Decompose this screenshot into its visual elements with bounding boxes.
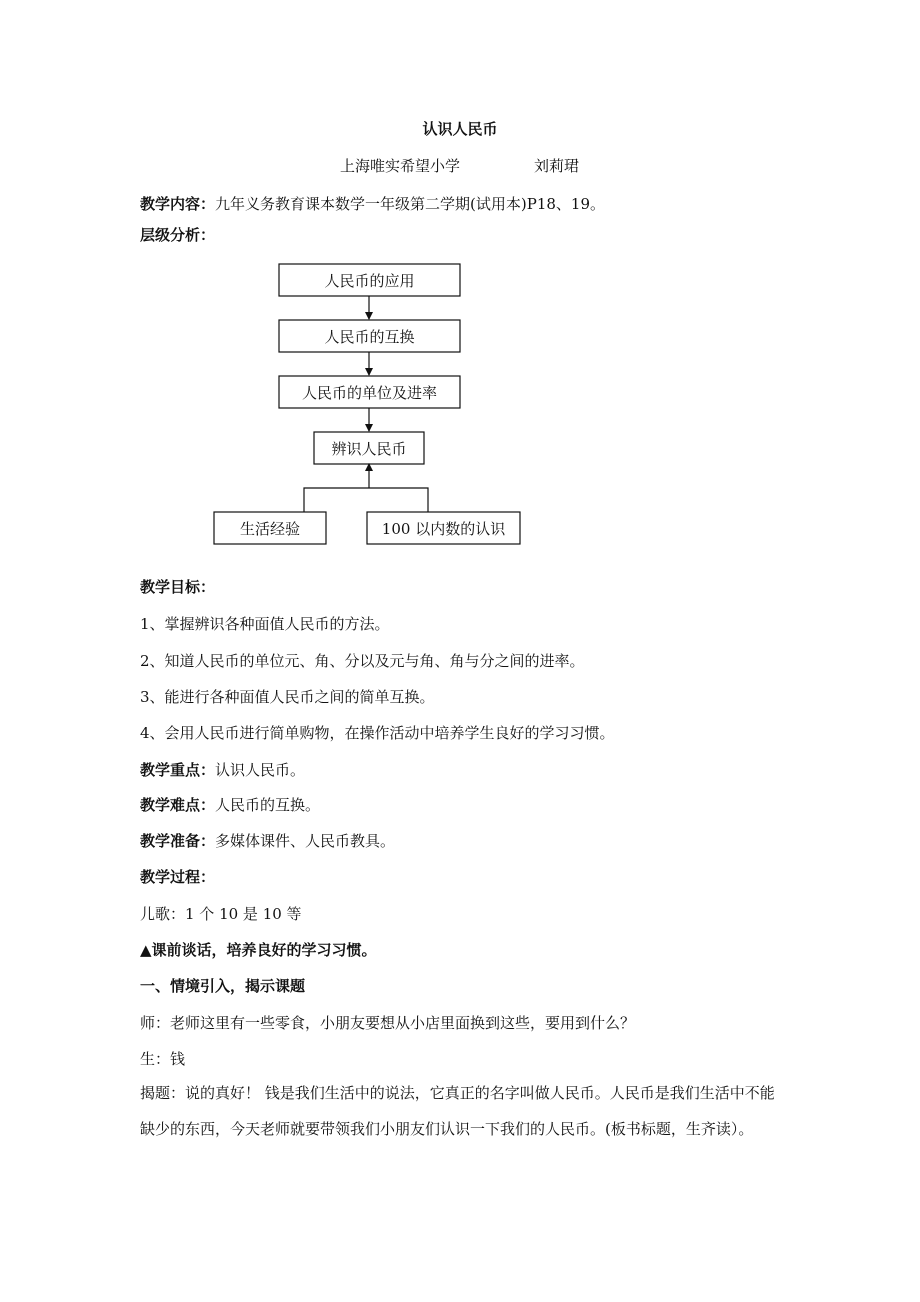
hierarchy-diagram bbox=[0, 0, 920, 560]
box-exchange-label: 人民币的互换 bbox=[324, 328, 415, 346]
difficulty-text: 人民币的互换。 bbox=[215, 796, 321, 814]
student-line: 生：钱 bbox=[140, 1050, 186, 1068]
box-life-experience-label: 生活经验 bbox=[239, 520, 301, 538]
analysis-label: 层级分析： bbox=[140, 226, 216, 244]
branch-connector bbox=[304, 488, 428, 512]
school-name: 上海唯实希望小学 bbox=[340, 157, 461, 175]
box-units-label: 人民币的单位及进率 bbox=[301, 384, 438, 402]
prep-line bbox=[140, 830, 395, 851]
process-label: 教学过程： bbox=[140, 868, 216, 886]
goal-item-1: 1、掌握辨识各种面值人民币的方法。 bbox=[140, 615, 390, 633]
box-application-label: 人民币的应用 bbox=[324, 272, 415, 290]
goals-label: 教学目标： bbox=[140, 578, 216, 596]
focus-label: 教学重点： bbox=[140, 761, 216, 779]
prep-text: 多媒体课件、人民币教具。 bbox=[215, 832, 396, 850]
box-identify-label: 辨识人民币 bbox=[331, 440, 407, 458]
reveal-paragraph: 揭题：说的真好！ 钱是我们生活中的说法，它真正的名字叫做人民币。人民币是我们生活中不能缺少的东西，今天老师就要带领我们小朋友们认识一下我们的人民币。(板书标题，生齐读）。 bbox=[140, 1084, 775, 1138]
page-title: 认识人民币 bbox=[422, 120, 498, 138]
song-line: 儿歌：1 个 10 是 10 等 bbox=[140, 905, 302, 923]
focus-text: 认识人民币。 bbox=[215, 761, 306, 779]
content-text: 九年义务教育课本数学一年级第二学期(试用本)P18、19。 bbox=[215, 195, 605, 213]
prep-label: 教学准备： bbox=[140, 832, 216, 850]
goal-item-4: 4、会用人民币进行简单购物，在操作活动中培养学生良好的学习习惯。 bbox=[140, 724, 615, 742]
difficulty-label: 教学难点： bbox=[140, 796, 216, 814]
pre-talk-heading: ▲课前谈话，培养良好的学习习惯。 bbox=[140, 941, 377, 959]
focus-line bbox=[140, 759, 305, 780]
goal-item-2: 2、知道人民币的单位元、角、分以及元与角、角与分之间的进率。 bbox=[140, 652, 585, 670]
content-label: 教学内容： bbox=[140, 195, 216, 213]
teacher-line: 师：老师这里有一些零食，小朋友要想从小店里面换到这些，要用到什么？ bbox=[140, 1014, 636, 1032]
goal-item-3: 3、能进行各种面值人民币之间的简单互换。 bbox=[140, 688, 435, 706]
difficulty-line bbox=[140, 794, 320, 815]
author-name: 刘莉珺 bbox=[534, 157, 580, 175]
section-1-heading: 一、情境引入，揭示课题 bbox=[140, 977, 306, 995]
box-numbers-100-label: 100 以内数的认识 bbox=[381, 520, 506, 538]
